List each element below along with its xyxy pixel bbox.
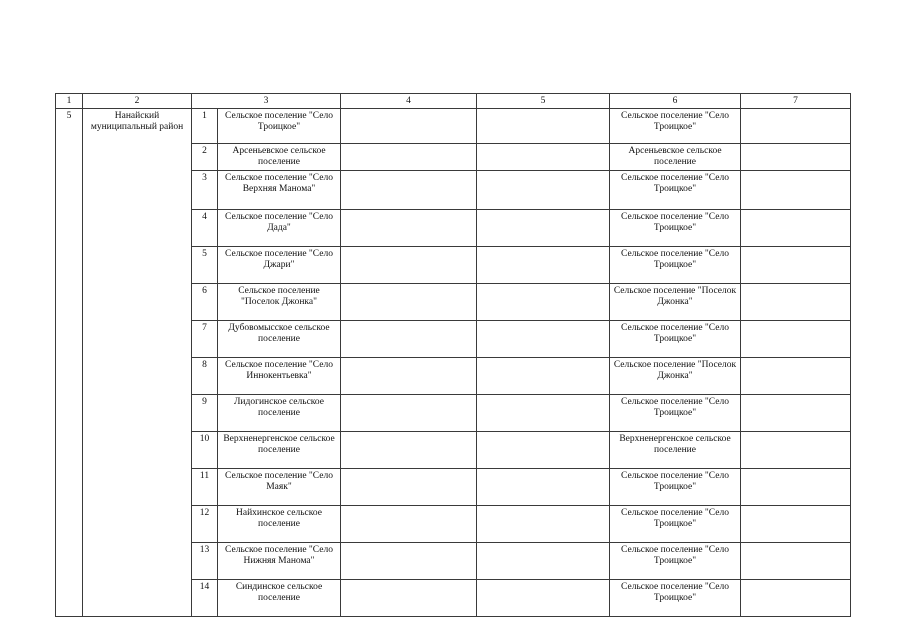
col7-cell bbox=[741, 432, 851, 469]
settlements-table bbox=[55, 93, 851, 617]
col7-cell bbox=[741, 109, 851, 144]
col6-cell: Сельское поселение "Село Троицкое" bbox=[610, 321, 741, 358]
col7-cell bbox=[741, 506, 851, 543]
col5-cell bbox=[477, 321, 610, 358]
col4-cell bbox=[341, 247, 477, 284]
settlement-cell: Арсеньевское сельское поселение bbox=[218, 144, 341, 171]
col5-cell bbox=[477, 210, 610, 247]
col4-cell bbox=[341, 144, 477, 171]
col4-cell bbox=[341, 395, 477, 432]
row-index-cell: 8 bbox=[192, 358, 218, 395]
row-index-cell: 4 bbox=[192, 210, 218, 247]
col4-cell bbox=[341, 506, 477, 543]
col7-cell bbox=[741, 321, 851, 358]
col4-cell bbox=[341, 358, 477, 395]
row-index-cell: 12 bbox=[192, 506, 218, 543]
settlement-cell: Сельское поселение "Село Нижняя Манома" bbox=[218, 543, 341, 580]
col4-cell bbox=[341, 171, 477, 210]
col4-cell bbox=[341, 469, 477, 506]
col6-cell: Сельское поселение "Село Троицкое" bbox=[610, 171, 741, 210]
col6-cell: Сельское поселение "Село Троицкое" bbox=[610, 247, 741, 284]
row-index-cell: 3 bbox=[192, 171, 218, 210]
col7-cell bbox=[741, 284, 851, 321]
header-cell: 7 bbox=[741, 94, 851, 109]
col6-cell: Сельское поселение "Село Троицкое" bbox=[610, 109, 741, 144]
header-cell: 6 bbox=[610, 94, 741, 109]
col4-cell bbox=[341, 210, 477, 247]
col7-cell bbox=[741, 144, 851, 171]
row-index-cell: 7 bbox=[192, 321, 218, 358]
settlement-cell: Верхненергенское сельское поселение bbox=[218, 432, 341, 469]
col4-cell bbox=[341, 580, 477, 617]
district-cell: Нанайский муниципальный район bbox=[83, 109, 192, 617]
row-index-cell: 13 bbox=[192, 543, 218, 580]
col6-cell: Сельское поселение "Село Троицкое" bbox=[610, 543, 741, 580]
col4-cell bbox=[341, 432, 477, 469]
settlement-cell: Найхинское сельское поселение bbox=[218, 506, 341, 543]
col5-cell bbox=[477, 395, 610, 432]
row-index-cell: 2 bbox=[192, 144, 218, 171]
row-index-cell: 10 bbox=[192, 432, 218, 469]
col6-cell: Сельское поселение "Село Троицкое" bbox=[610, 395, 741, 432]
col7-cell bbox=[741, 210, 851, 247]
header-cell: 1 bbox=[56, 94, 83, 109]
row-index-cell: 1 bbox=[192, 109, 218, 144]
settlement-cell: Лидогинское сельское поселение bbox=[218, 395, 341, 432]
col5-cell bbox=[477, 247, 610, 284]
col7-cell bbox=[741, 580, 851, 617]
header-cell: 3 bbox=[192, 94, 341, 109]
col5-cell bbox=[477, 580, 610, 617]
settlement-cell: Сельское поселение "Село Маяк" bbox=[218, 469, 341, 506]
col6-cell: Сельское поселение "Поселок Джонка" bbox=[610, 358, 741, 395]
table-row bbox=[56, 109, 851, 144]
col6-cell: Сельское поселение "Поселок Джонка" bbox=[610, 284, 741, 321]
col6-cell: Сельское поселение "Село Троицкое" bbox=[610, 580, 741, 617]
row-index-cell: 14 bbox=[192, 580, 218, 617]
settlement-cell: Дубовомысское сельское поселение bbox=[218, 321, 341, 358]
row-index-cell: 11 bbox=[192, 469, 218, 506]
col5-cell bbox=[477, 358, 610, 395]
header-cell: 4 bbox=[341, 94, 477, 109]
settlement-cell: Синдинское сельское поселение bbox=[218, 580, 341, 617]
col4-cell bbox=[341, 109, 477, 144]
col5-cell bbox=[477, 284, 610, 321]
col4-cell bbox=[341, 543, 477, 580]
col6-cell: Сельское поселение "Село Троицкое" bbox=[610, 469, 741, 506]
col5-cell bbox=[477, 432, 610, 469]
header-cell: 5 bbox=[477, 94, 610, 109]
settlement-cell: Сельское поселение "Село Джари" bbox=[218, 247, 341, 284]
col6-cell: Сельское поселение "Село Троицкое" bbox=[610, 210, 741, 247]
col7-cell bbox=[741, 171, 851, 210]
settlement-cell: Сельское поселение "Село Иннокентьевка" bbox=[218, 358, 341, 395]
row-index-cell: 9 bbox=[192, 395, 218, 432]
header-row bbox=[56, 94, 851, 109]
col6-cell: Арсеньевское сельское поселение bbox=[610, 144, 741, 171]
col4-cell bbox=[341, 321, 477, 358]
col5-cell bbox=[477, 171, 610, 210]
group-number-cell: 5 bbox=[56, 109, 83, 617]
row-index-cell: 5 bbox=[192, 247, 218, 284]
col4-cell bbox=[341, 284, 477, 321]
col7-cell bbox=[741, 247, 851, 284]
col7-cell bbox=[741, 469, 851, 506]
settlement-cell: Сельское поселение "Поселок Джонка" bbox=[218, 284, 341, 321]
col7-cell bbox=[741, 395, 851, 432]
settlement-cell: Сельское поселение "Село Дада" bbox=[218, 210, 341, 247]
col5-cell bbox=[477, 109, 610, 144]
header-cell: 2 bbox=[83, 94, 192, 109]
col5-cell bbox=[477, 506, 610, 543]
col6-cell: Сельское поселение "Село Троицкое" bbox=[610, 506, 741, 543]
col7-cell bbox=[741, 543, 851, 580]
col5-cell bbox=[477, 543, 610, 580]
row-index-cell: 6 bbox=[192, 284, 218, 321]
col6-cell: Верхненергенское сельское поселение bbox=[610, 432, 741, 469]
settlement-cell: Сельское поселение "Село Троицкое" bbox=[218, 109, 341, 144]
settlement-cell: Сельское поселение "Село Верхняя Манома" bbox=[218, 171, 341, 210]
col5-cell bbox=[477, 469, 610, 506]
col5-cell bbox=[477, 144, 610, 171]
col7-cell bbox=[741, 358, 851, 395]
